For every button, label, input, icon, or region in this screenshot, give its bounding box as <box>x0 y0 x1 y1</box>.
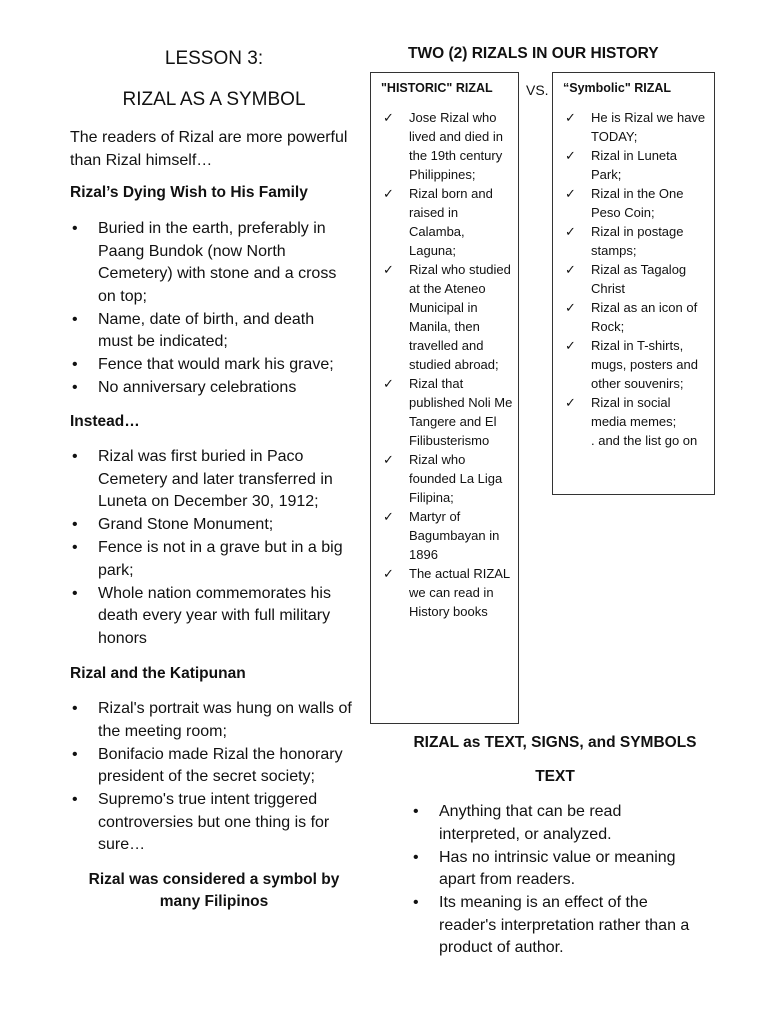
bullet-icon: • <box>72 310 78 328</box>
list-item: ✓ Rizal as Tagalog Christ <box>565 262 687 296</box>
checkmark-icon: ✓ <box>565 224 576 239</box>
list-item: ✓ Rizal in postage stamps; <box>565 224 684 258</box>
page-title: RIZAL AS A SYMBOL <box>122 89 306 110</box>
bullet-icon: • <box>72 220 78 237</box>
bullet-icon: • <box>72 700 78 717</box>
list-item: ✓ Martyr of Bagumbayan in 1896 <box>383 509 500 562</box>
list-item: ✓ Rizal born and raised in Calamba, Laguna; <box>383 186 493 258</box>
text-heading: TEXT <box>535 768 575 785</box>
list-item: • Grand Stone Monument; <box>70 514 352 537</box>
checkmark-icon: ✓ <box>383 186 394 201</box>
checkmark-icon: ✓ <box>383 509 394 524</box>
text-definition-list <box>411 801 701 960</box>
katipunan-list <box>70 698 352 857</box>
checkmark-icon: ✓ <box>565 110 576 125</box>
list-item: • Rizal's portrait was hung on walls of the meeting room; <box>72 700 352 740</box>
checkmark-icon: ✓ <box>383 452 394 467</box>
comparison-title: TWO (2) RIZALS IN OUR HISTORY <box>408 45 659 62</box>
bullet-icon: • <box>413 803 419 820</box>
list-item-trailing: . and the list go on <box>591 433 698 448</box>
bullet-icon: • <box>72 516 78 533</box>
list-item: • Supremo's true intent triggered controversies but one thing is for sure… <box>72 791 330 853</box>
instead-list <box>70 446 352 651</box>
symbolic-rizal-heading: “Symbolic" RIZAL <box>563 81 672 95</box>
checkmark-icon: ✓ <box>565 300 576 315</box>
list-item: • Buried in the earth, preferably in Paang Bundok (now North Cemetery) with stone and a cross on top; <box>72 220 337 305</box>
checkmark-icon: ✓ <box>565 186 576 201</box>
list-item: ✓ He is Rizal we have TODAY; <box>565 110 706 144</box>
list-item: • Name, date of birth, and death must be indicated; <box>72 310 315 350</box>
historic-rizal-list <box>381 108 513 621</box>
intro-text: The readers of Rizal are more powerful than Rizal himself… <box>70 129 348 169</box>
bullet-icon: • <box>72 448 78 465</box>
checkmark-icon: ✓ <box>565 262 576 277</box>
checkmark-icon: ✓ <box>565 338 576 353</box>
bullet-icon: • <box>72 584 78 602</box>
list-item: ✓ Jose Rizal who lived and died in the 19th century Philippines; <box>383 110 503 182</box>
dying-wish-list <box>70 218 352 400</box>
checkmark-icon: ✓ <box>383 376 394 391</box>
list-item: • Rizal was first buried in Paco Cemetery and later transferred in Luneta on December 30, 1912; <box>72 448 333 510</box>
list-item: ✓ The actual RIZAL we can read in History books <box>383 566 510 619</box>
lesson-number: LESSON 3: <box>164 48 264 69</box>
vs-label: VS. <box>526 82 549 98</box>
list-item: • Fence is not in a grave but in a big park; <box>72 539 343 579</box>
historic-rizal-heading: "HISTORIC" RIZAL <box>381 81 493 95</box>
list-item: ✓ Rizal that published Noli Me Tangere and El Filibusterismo <box>383 376 513 448</box>
katipunan-heading: Rizal and the Katipunan <box>70 665 246 682</box>
bullet-icon: • <box>72 539 78 556</box>
symbolic-rizal-box <box>552 72 715 495</box>
list-item: • Fence that would mark his grave; <box>70 354 352 377</box>
list-item: • Has no intrinsic value or meaning apart from readers. <box>413 848 676 888</box>
conclusion-text: Rizal was considered a symbol by many Filipinos <box>88 871 340 910</box>
checkmark-icon: ✓ <box>565 148 576 163</box>
checkmark-icon: ✓ <box>565 395 576 410</box>
bullet-icon: • <box>72 356 78 373</box>
checkmark-icon: ✓ <box>383 262 394 277</box>
instead-heading: Instead… <box>70 413 140 430</box>
list-item: ✓ Rizal in T-shirts, mugs, posters and other souvenirs; <box>565 338 698 391</box>
list-item: ✓ Rizal in Luneta Park; <box>565 148 677 182</box>
list-item: • Anything that can be read interpreted, or analyzed. <box>413 803 622 843</box>
list-item: ✓ Rizal as an icon of Rock; <box>565 300 698 334</box>
list-item: • No anniversary celebrations <box>70 377 352 400</box>
list-item: ✓ Rizal who founded La Liga Filipina; <box>383 452 503 505</box>
list-item: ✓ Rizal who studied at the Ateneo Municipal in Manila, then travelled and studied abroad; <box>383 262 511 372</box>
checkmark-icon: ✓ <box>383 110 394 125</box>
bullet-icon: • <box>413 848 419 866</box>
list-item: • Its meaning is an effect of the reader's interpretation rather than a product of author. <box>413 894 690 956</box>
text-signs-symbols-heading: RIZAL as TEXT, SIGNS, and SYMBOLS <box>413 734 697 751</box>
historic-rizal-box <box>370 72 519 724</box>
bullet-icon: • <box>72 745 78 763</box>
checkmark-icon: ✓ <box>383 566 394 581</box>
dying-wish-heading: Rizal’s Dying Wish to His Family <box>70 184 308 201</box>
list-item: ✓ Rizal in the One Peso Coin; <box>565 186 684 220</box>
bullet-icon: • <box>413 894 419 911</box>
list-item: • Bonifacio made Rizal the honorary president of the secret society; <box>72 745 343 785</box>
bullet-icon: • <box>72 791 78 808</box>
list-item: ✓ Rizal in social media memes; <box>565 395 677 429</box>
list-item: • Whole nation commemorates his death every year with full military honors <box>72 584 331 647</box>
bullet-icon: • <box>72 379 78 396</box>
symbolic-rizal-list <box>563 108 709 450</box>
